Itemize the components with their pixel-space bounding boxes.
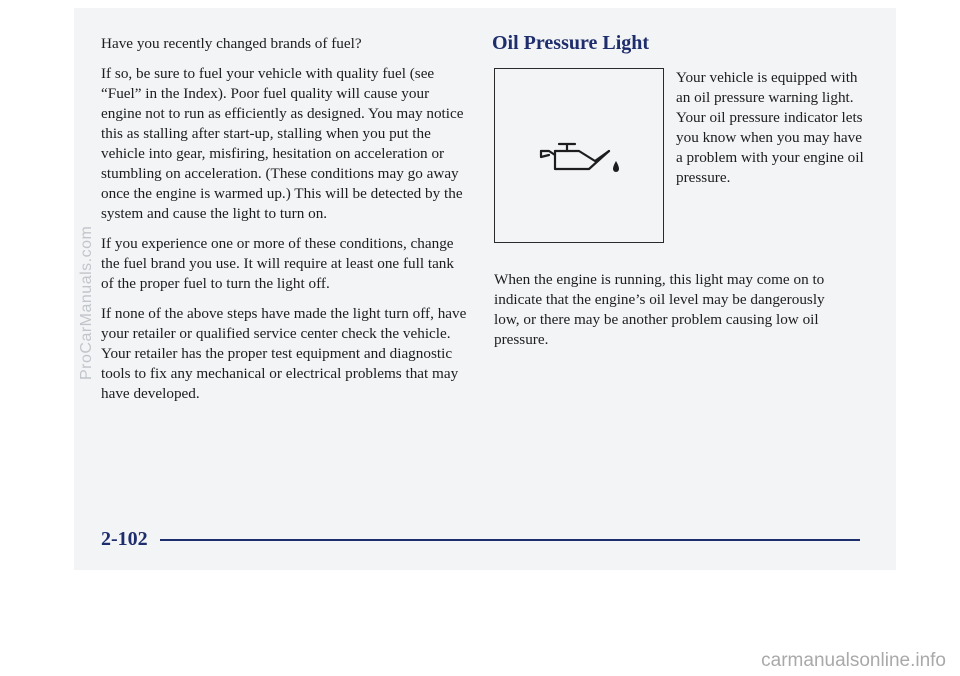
right-column <box>482 30 872 348</box>
intro-text: Your vehicle is equipped with an oil pressure warning light. Your oil pressure indicator lets you know when you may have a problem with your engine oil pressure. <box>676 69 864 186</box>
paragraph-change-brand: If you experience one or more of these conditions, change the fuel brand you use. It will require at least one full tank of the proper fuel to turn the light off. <box>101 235 454 292</box>
page-number: 2-102 <box>101 528 148 550</box>
section-title: Oil Pressure Light <box>492 32 650 54</box>
oil-pressure-icon-box <box>494 68 664 243</box>
paragraph-fuel-question: Have you recently changed brands of fuel? <box>101 35 362 52</box>
oil-can-icon <box>539 141 621 177</box>
footer-rule <box>160 539 860 541</box>
paragraph-fuel-quality: If so, be sure to fuel your vehicle with quality fuel (see “Fuel” in the Index). Poor fuel quality will cause your engine not to run as efficiently as designed. You may notice this as stalling after start-up, stalling when you put the vehicle into gear, misfiring, hesitation on acceleration or stumbling on acceleration. (These conditions may go away once the engine is warmed up.) This will be detected by the system and cause the light to turn on. <box>101 65 464 222</box>
side-watermark: ProCarManuals.com <box>78 225 95 380</box>
left-column <box>101 34 467 414</box>
paragraph-see-retailer: If none of the above steps have made the light turn off, have your retailer or qualified service center check the vehicle. Your retailer has the proper test equipment and diagnostic tools to fix any mechanical or electrical problems that may have developed. <box>101 305 467 402</box>
body-text: When the engine is running, this light may come on to indicate that the engine’s oil level may be dangerously low, or there may be another problem causing low oil pressure. <box>494 271 825 348</box>
site-watermark: carmanualsonline.info <box>761 650 946 671</box>
